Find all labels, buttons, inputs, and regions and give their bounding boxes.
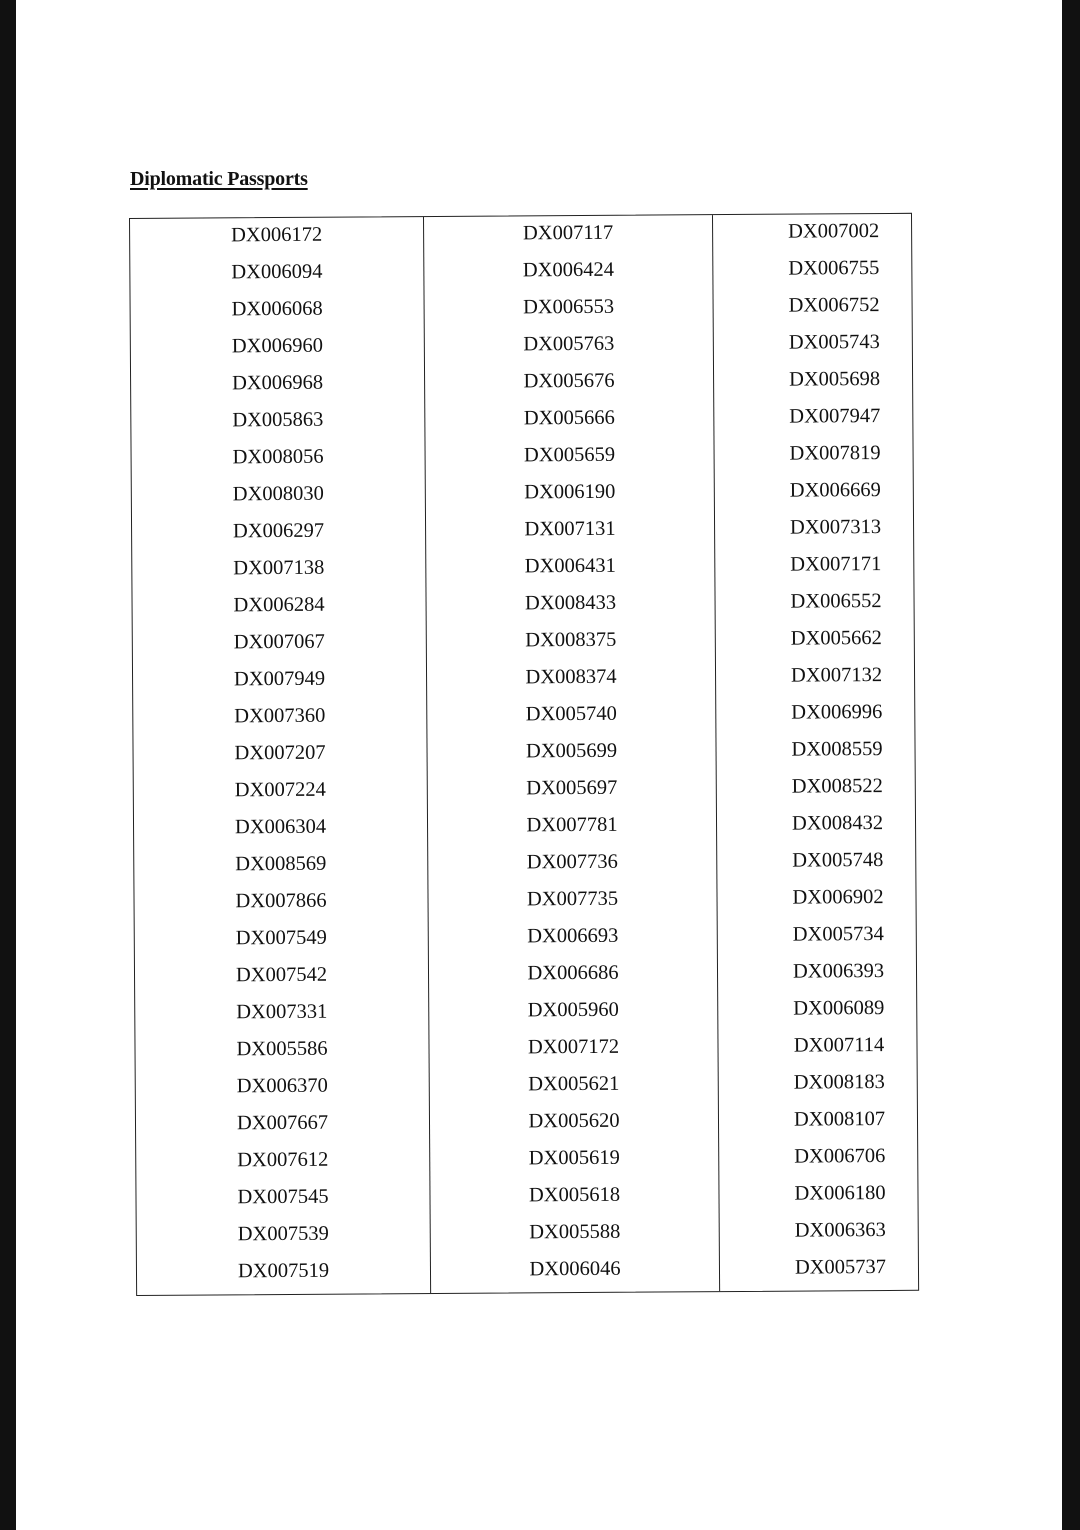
table-cell: DX007067 <box>233 630 325 654</box>
table-cell: DX008375 <box>525 628 617 652</box>
table-cell: DX007667 <box>236 1111 329 1135</box>
table-cell: DX005763 <box>523 332 615 356</box>
table-cell: DX006068 <box>231 297 323 321</box>
table-cell: DX006706 <box>794 1145 886 1168</box>
table-cell: DX006363 <box>794 1219 886 1242</box>
table-cell: DX006693 <box>527 924 619 948</box>
table-cell: DX006297 <box>232 519 325 543</box>
table-cell: DX005698 <box>788 368 881 391</box>
table-cell: DX006552 <box>790 590 882 613</box>
table-cell: DX006752 <box>788 294 880 317</box>
table-cell: DX007138 <box>233 556 325 580</box>
table-cell: DX006968 <box>231 371 324 395</box>
table-cell: DX005618 <box>528 1183 621 1207</box>
page-title: Diplomatic Passports <box>130 168 308 190</box>
table-cell: DX006553 <box>522 295 615 319</box>
table-cell: DX007313 <box>789 516 882 539</box>
passport-table <box>129 213 919 1296</box>
table-cell: DX007132 <box>790 664 883 687</box>
table-cell: DX006996 <box>791 701 883 724</box>
table-cell: DX006669 <box>789 479 881 502</box>
table-cell: DX007172 <box>527 1035 620 1059</box>
table-cell: DX006172 <box>230 223 323 247</box>
table-cell: DX007819 <box>789 442 881 465</box>
table-cell: DX007171 <box>790 553 882 576</box>
table-cell: DX007224 <box>234 778 326 802</box>
table-column-1 <box>130 217 431 1295</box>
table-cell: DX005737 <box>794 1256 887 1279</box>
table-cell: DX005697 <box>526 776 618 800</box>
table-cell: DX006190 <box>524 480 616 504</box>
table-cell: DX006370 <box>236 1074 328 1098</box>
table-cell: DX007360 <box>234 704 326 728</box>
table-cell: DX008374 <box>525 665 617 689</box>
table-cell: DX006431 <box>524 554 616 578</box>
table-cell: DX006686 <box>527 961 619 985</box>
table-cell: DX005743 <box>788 331 880 354</box>
document-page <box>16 0 1062 1530</box>
table-cell: DX007002 <box>787 220 880 243</box>
table-cell: DX005662 <box>790 627 882 650</box>
table-cell: DX007207 <box>234 741 326 765</box>
table-cell: DX006902 <box>792 886 884 909</box>
table-cell: DX007612 <box>237 1148 329 1172</box>
table-cell: DX008107 <box>793 1108 886 1131</box>
table-cell: DX007866 <box>235 889 327 913</box>
table-cell: DX006180 <box>794 1182 886 1205</box>
table-cell: DX006284 <box>233 593 325 617</box>
table-cell: DX007131 <box>524 517 616 541</box>
table-cell: DX007539 <box>237 1222 329 1246</box>
table-cell: DX007549 <box>235 926 327 950</box>
table-cell: DX007736 <box>526 850 618 874</box>
table-cell: DX005666 <box>523 406 615 430</box>
table-cell: DX008056 <box>232 445 324 469</box>
table-cell: DX007947 <box>789 405 881 428</box>
table-cell: DX006304 <box>234 815 327 839</box>
table-cell: DX007114 <box>793 1034 885 1057</box>
table-cell: DX007545 <box>237 1185 329 1209</box>
table-cell: DX005960 <box>527 998 619 1022</box>
table-cell: DX006046 <box>529 1257 621 1281</box>
table-cell: DX006089 <box>793 997 885 1020</box>
table-cell: DX008030 <box>232 482 324 506</box>
table-cell: DX006424 <box>522 258 614 282</box>
table-cell: DX008183 <box>793 1071 885 1094</box>
table-cell: DX006755 <box>788 257 880 280</box>
table-cell: DX007331 <box>236 1000 328 1024</box>
table-cell: DX005586 <box>236 1037 328 1061</box>
table-cell: DX008433 <box>524 591 617 615</box>
table-cell: DX005734 <box>792 923 884 946</box>
table-column-2 <box>424 215 720 1293</box>
table-cell: DX008432 <box>791 812 884 835</box>
table-cell: DX005676 <box>523 369 615 393</box>
table-cell: DX007117 <box>522 221 614 245</box>
table-cell: DX005740 <box>525 702 617 726</box>
table-cell: DX007519 <box>237 1259 330 1283</box>
table-cell: DX007949 <box>233 667 326 691</box>
table-cell: DX005659 <box>523 443 616 467</box>
table-cell: DX007542 <box>235 963 328 987</box>
table-cell: DX005621 <box>528 1072 620 1096</box>
table-cell: DX008569 <box>235 852 327 876</box>
table-cell: DX005748 <box>792 849 884 872</box>
table-cell: DX007781 <box>526 813 618 837</box>
table-column-3 <box>713 214 917 1291</box>
table-cell: DX005588 <box>529 1220 621 1244</box>
table-cell: DX006094 <box>231 260 323 284</box>
table-cell: DX007735 <box>526 887 619 911</box>
table-cell: DX005699 <box>525 739 618 763</box>
table-cell: DX006393 <box>792 960 885 983</box>
table-cell: DX006960 <box>231 334 323 358</box>
table-cell: DX008559 <box>791 738 883 761</box>
table-cell: DX005620 <box>528 1109 620 1133</box>
table-cell: DX005619 <box>528 1146 620 1170</box>
table-cell: DX005863 <box>232 408 324 432</box>
table-cell: DX008522 <box>791 775 883 798</box>
